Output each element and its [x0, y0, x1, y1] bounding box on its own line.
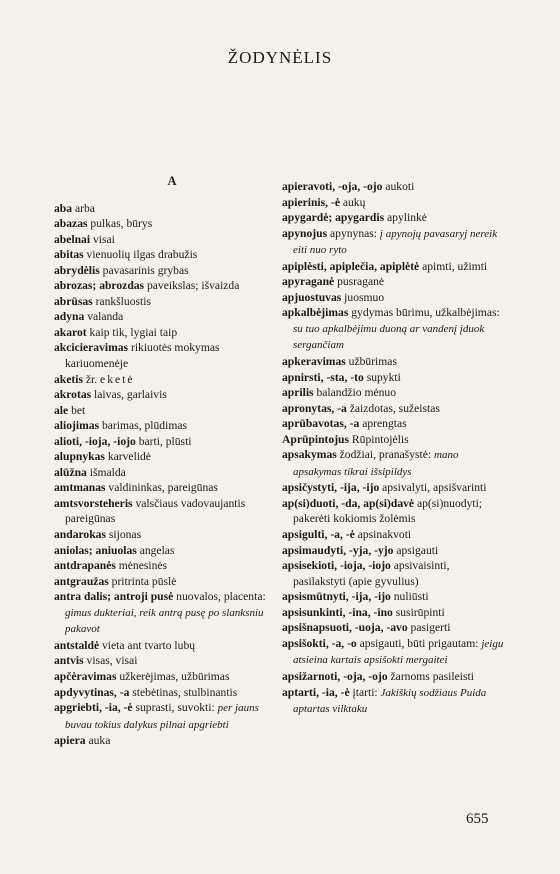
entry-headword: ale	[54, 403, 69, 417]
entry-headword: antgraužas	[54, 574, 109, 588]
entry-headword: abazas	[54, 217, 88, 231]
entry-definition: žaizdotas, sužeistas	[346, 401, 440, 415]
entry-definition: užbūrimas	[345, 355, 397, 369]
dictionary-entry	[54, 216, 272, 232]
entry-headword: antvis	[54, 654, 84, 668]
dictionary-entry	[54, 325, 272, 341]
entry-definition: išmalda	[86, 465, 126, 479]
entry-headword: apygardė; apygardis	[282, 211, 385, 225]
entry-example: gimus dukteriai, reik antrą pusę po slanksniu pakavot	[65, 606, 264, 636]
entry-headword: abitas	[54, 248, 84, 262]
dictionary-entry	[54, 638, 272, 654]
dictionary-entry	[282, 195, 504, 211]
entry-definition: sijonas	[105, 528, 142, 542]
entry-definition: aukoti	[382, 180, 415, 193]
entry-headword: akarot	[54, 325, 87, 339]
dictionary-entry	[282, 226, 504, 259]
entry-definition: pasigerti	[407, 621, 451, 635]
entry-headword: aketis	[54, 372, 83, 386]
entry-definition: kaip tik, lygiai taip	[86, 325, 178, 339]
entry-example: per jauns buvau tokius dalykus pilnai apgriebti	[65, 702, 259, 731]
entry-definition: apsivalyti, apsišvarinti	[379, 481, 487, 495]
entry-definition: apsinakvoti	[354, 528, 412, 542]
entry-definition: paveikslas; išvaizda	[144, 279, 240, 293]
section-letter: A	[167, 174, 177, 188]
entry-definition: valdininkas, pareigūnas	[105, 481, 218, 495]
dictionary-entry	[54, 527, 272, 543]
dictionary-entry	[282, 370, 504, 386]
dictionary-entry	[282, 496, 504, 527]
entry-headword: amtsvorsteheris	[54, 496, 133, 510]
entry-definition: arba	[72, 201, 95, 215]
entry-headword: apyraganė	[282, 275, 335, 289]
dictionary-entry	[282, 305, 504, 354]
dictionary-entry	[282, 669, 504, 685]
entry-definition: pritrinta pūslė	[108, 574, 177, 588]
entry-headword: Aprūpintojus	[282, 432, 350, 446]
entry-headword: aba	[54, 201, 73, 215]
entry-headword: abelnai	[54, 232, 91, 246]
dictionary-entry	[282, 385, 504, 401]
entry-definition: bet	[68, 403, 86, 417]
entry-headword: apsismūtnyti, -ija, -ijo	[282, 590, 391, 604]
entry-headword: apsisekioti, -ioja, -iojo	[282, 559, 391, 573]
entry-definition: Rūpintojėlis	[349, 432, 409, 446]
dictionary-entry	[54, 418, 272, 434]
entry-headword: apdyvytinas, -a	[54, 685, 130, 699]
entry-definition: nuliūsti	[390, 590, 429, 604]
dictionary-entry	[282, 179, 504, 195]
entry-headword: apynojus	[282, 226, 328, 240]
entry-definition: rankšluostis	[92, 294, 151, 308]
entry-headword: ap(si)duoti, -da, ap(si)davė	[282, 496, 415, 510]
entry-definition: suprasti, suvokti:	[132, 701, 218, 715]
entry-headword: alioti, -ioja, -iojo	[54, 434, 136, 448]
dictionary-entry	[282, 447, 504, 480]
entry-example: su tuo apkalbėjimu duoną ar vandenį įduok sergančiam	[293, 322, 485, 352]
dictionary-entry	[54, 574, 272, 590]
entry-definition: barti, plūsti	[135, 434, 192, 448]
entry-definition: apylinkė	[384, 211, 427, 225]
entry-definition: susirūpinti	[392, 605, 445, 619]
entry-headword: apkalbėjimas	[282, 306, 349, 320]
entry-definition: angelas	[136, 543, 175, 557]
entry-definition: karvelidė	[104, 450, 151, 464]
dictionary-entry	[54, 465, 272, 481]
entry-crossref: eketė	[100, 372, 135, 386]
entry-definition: gydymas būrimu, užkalbėjimas:	[348, 306, 500, 320]
entry-definition: visai	[90, 232, 115, 246]
entry-headword: aptarti, -ia, -ė	[282, 685, 350, 699]
entry-headword: apsisunkinti, -ina, -ino	[282, 605, 393, 619]
entry-headword: apkeravimas	[282, 355, 346, 369]
dictionary-entry	[54, 232, 272, 248]
dictionary-entry	[54, 589, 272, 638]
entry-headword: aprūbavotas, -a	[282, 417, 360, 431]
dictionary-entry	[54, 449, 272, 465]
dictionary-entry	[54, 278, 272, 294]
entry-definition: pusraganė	[334, 275, 385, 289]
entry-headword: apsišokti, -a, -o	[282, 636, 357, 650]
dictionary-entry	[54, 653, 272, 669]
right-entry-list	[282, 179, 504, 718]
dictionary-entry	[282, 259, 504, 275]
entry-definition: žodžiai, pranašystė:	[336, 448, 434, 462]
dictionary-entry	[282, 290, 504, 306]
dictionary-entry	[282, 432, 504, 448]
page-title: ŽODYNĖLIS	[227, 48, 333, 67]
dictionary-entry	[282, 589, 504, 605]
entry-headword: akrotas	[54, 388, 92, 402]
dictionary-entry	[54, 558, 272, 574]
dictionary-entry	[282, 274, 504, 290]
entry-headword: andarokas	[54, 528, 106, 542]
entry-headword: amtmanas	[54, 481, 106, 495]
entry-definition: mėnesinės	[115, 559, 168, 573]
entry-definition: valanda	[84, 310, 124, 324]
entry-headword: apnirsti, -sta, -to	[282, 370, 364, 384]
dictionary-entry	[282, 685, 504, 718]
entry-definition: įtarti:	[349, 685, 381, 699]
entry-definition: pavasarinis grybas	[99, 263, 189, 277]
entry-definition: barimas, plūdimas	[99, 419, 187, 433]
dictionary-entry	[54, 340, 272, 371]
entry-headword: apiplėsti, apiplečia, apiplėtė	[282, 259, 420, 273]
entry-headword: aprilis	[282, 386, 314, 400]
dictionary-entry	[54, 480, 272, 496]
entry-headword: apsižarnoti, -oja, -ojo	[282, 669, 388, 683]
entry-definition: apimti, užimti	[419, 259, 488, 273]
dictionary-entry	[282, 527, 504, 543]
dictionary-entry	[54, 685, 272, 701]
entry-definition: apsigauti, būti prigautam:	[356, 636, 482, 650]
entry-definition: rikiuotės mokymas kariuomenėje	[65, 341, 220, 371]
entry-definition: apsigauti	[393, 543, 439, 557]
dictionary-entry	[54, 294, 272, 310]
entry-example: jeigu atsieina kartais apsišokti mergaitei	[293, 637, 504, 667]
entry-definition: visas, visai	[83, 654, 138, 668]
entry-definition: balandžio mėnuo	[313, 386, 396, 400]
dictionary-entry	[282, 636, 504, 669]
entry-headword: apieravoti, -oja, -ojo	[282, 180, 383, 193]
entry-headword: apsičystyti, -ija, -ijo	[282, 481, 380, 495]
dictionary-entry	[282, 416, 504, 432]
entry-definition: laivas, garlaivis	[91, 388, 167, 402]
entry-definition: žarnoms pasileisti	[387, 669, 474, 683]
dictionary-entry	[54, 309, 272, 325]
dictionary-entry	[282, 605, 504, 621]
entry-definition: auka	[85, 734, 111, 748]
entry-headword: abrydėlis	[54, 263, 100, 277]
dictionary-entry	[54, 247, 272, 263]
entry-definition: nuovalos, placenta:	[173, 590, 266, 604]
entry-headword: apsakymas	[282, 448, 337, 462]
entry-definition: juosmuo	[341, 290, 385, 304]
entry-headword: apčėravimas	[54, 669, 117, 683]
entry-headword: abrozas; abrozdas	[54, 279, 145, 293]
entry-headword: apgriebti, -ia, -ė	[54, 701, 133, 715]
dictionary-entry	[54, 434, 272, 450]
entry-headword: apjuostuvas	[282, 290, 342, 304]
dictionary-entry	[282, 401, 504, 417]
dictionary-entry	[54, 733, 272, 749]
dictionary-entry	[54, 669, 272, 685]
entry-definition: pulkas, būrys	[87, 217, 153, 231]
dictionary-entry	[54, 543, 272, 559]
entry-headword: apsigulti, -a, -ė	[282, 528, 355, 542]
dictionary-entry	[282, 210, 504, 226]
entry-definition: apsivaisinti, pasilakstyti (apie gyvulius)	[293, 559, 450, 588]
page-number: 655	[466, 811, 489, 827]
dictionary-entry	[54, 263, 272, 279]
entry-definition: supykti	[363, 370, 401, 384]
entry-headword: akcicieravimas	[54, 341, 129, 355]
left-column	[54, 174, 272, 749]
entry-headword: apsišnapsuoti, -uoja, -avo	[282, 621, 408, 635]
entry-headword: aniolas; aniuolas	[54, 543, 137, 557]
dictionary-entry	[54, 403, 272, 419]
entry-headword: apierinis, -ė	[282, 195, 340, 209]
entry-definition: užkerėjimas, užbūrimas	[116, 669, 230, 683]
entry-example: į apynojų pavasaryj nereik eiti nuo ryto	[293, 227, 498, 257]
dictionary-entry	[282, 354, 504, 370]
entry-example: Jakiškių sodžiaus Puida aptartas vilktaku	[293, 686, 487, 716]
entry-example: mano apsakymas tikrai išsipildys	[293, 449, 459, 478]
entry-definition: žr.	[82, 372, 101, 386]
entry-definition: aukų	[339, 195, 366, 209]
dictionary-entry	[282, 480, 504, 496]
dictionary-entry	[282, 543, 504, 559]
dictionary-entry	[282, 558, 504, 589]
entry-headword: apsimaudyti, -yja, -yjo	[282, 543, 394, 557]
entry-headword: apronytas, -a	[282, 401, 347, 415]
entry-definition: ap(si)nuodyti; pakerėti kokiomis žolėmis	[293, 496, 483, 526]
entry-definition: apynynas:	[327, 226, 380, 240]
entry-headword: antdrapanės	[54, 559, 116, 573]
dictionary-entry	[54, 700, 272, 733]
entry-headword: alupnykas	[54, 450, 105, 464]
dictionary-entry	[54, 372, 272, 388]
entry-definition: valsčiaus vadovaujantis pareigūnas	[65, 496, 246, 526]
entry-definition: stebėtinas, stulbinantis	[129, 685, 238, 699]
entry-headword: antstaldė	[54, 638, 100, 652]
entry-headword: adyna	[54, 310, 85, 324]
entry-headword: aliojimas	[54, 419, 100, 433]
entry-headword: abrūsas	[54, 294, 93, 308]
entry-headword: alūžna	[54, 465, 87, 479]
entry-definition: vienuolių ilgas drabužis	[83, 248, 198, 262]
entry-definition: aprengtas	[359, 417, 407, 431]
right-column	[282, 179, 504, 718]
entry-headword: apiera	[54, 734, 86, 748]
entry-definition: vieta ant tvarto lubų	[99, 638, 196, 652]
entry-headword: antra dalis; antroji pusė	[54, 590, 174, 604]
dictionary-entry	[54, 387, 272, 403]
dictionary-entry	[54, 496, 272, 527]
dictionary-entry	[54, 201, 272, 217]
left-entry-list	[54, 201, 272, 749]
dictionary-entry	[282, 620, 504, 636]
